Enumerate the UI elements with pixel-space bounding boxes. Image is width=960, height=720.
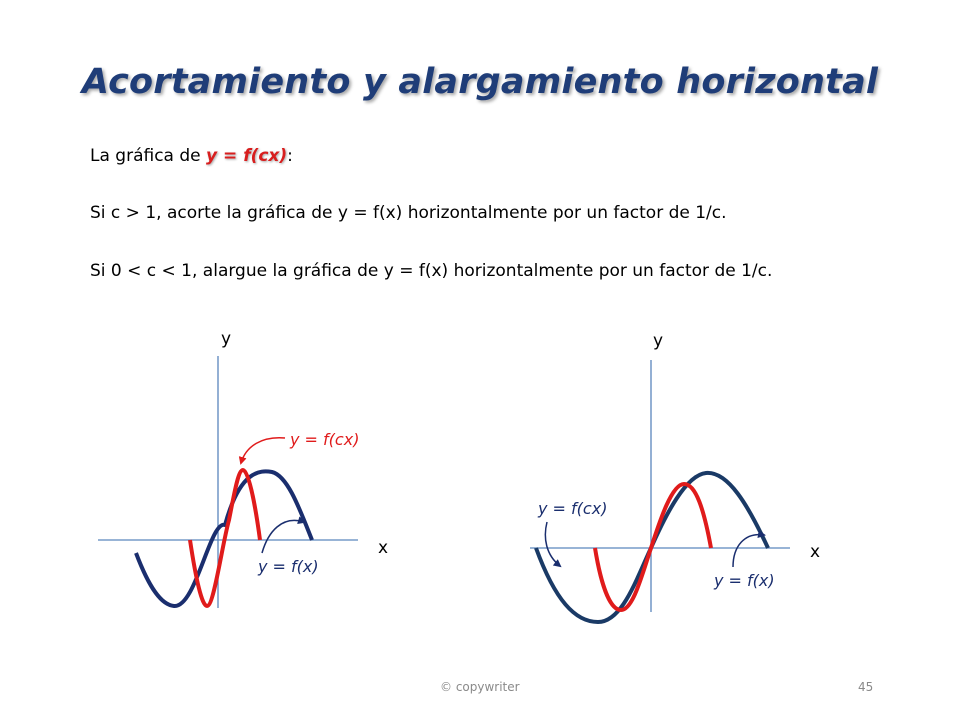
graph-shrink <box>98 329 388 608</box>
graph1-label-fx: y = f(x) <box>258 557 319 576</box>
graph2-arrow-fcx <box>545 522 560 566</box>
graph2-arrow-fx <box>733 535 764 567</box>
graph2-label-fcx: y = f(cx) <box>538 499 608 518</box>
slide-title: Acortamiento y alargamiento horizontal <box>81 62 879 102</box>
graph1-curve-fcx <box>190 470 260 606</box>
intro-highlight: y = f(cx) <box>206 146 288 166</box>
graph1-arrow-fcx <box>241 438 285 463</box>
graph1-x-label: x <box>378 538 389 558</box>
rule-shrink: Si c > 1, acorte la gráfica de y = f(x) horizontalmente por un factor de 1/c. <box>90 203 727 223</box>
graph1-label-fcx: y = f(cx) <box>290 430 360 449</box>
graph1-y-label: y <box>221 329 232 349</box>
graph2-x-label: x <box>810 542 821 562</box>
graph2-curve-fcx <box>595 484 711 610</box>
footer-copyright: © copywriter <box>440 680 520 694</box>
intro-prefix: La gráfica de <box>90 146 207 166</box>
graph-stretch <box>530 331 820 622</box>
intro-suffix: : <box>287 146 293 166</box>
footer-page-number: 45 <box>858 680 874 694</box>
graph2-y-label: y <box>653 331 664 351</box>
rule-stretch: Si 0 < c < 1, alargue la gráfica de y = f(x) horizontalmente por un factor de 1/c. <box>90 261 773 281</box>
graph1-arrow-fx <box>262 520 304 553</box>
graph2-label-fx: y = f(x) <box>714 571 775 590</box>
